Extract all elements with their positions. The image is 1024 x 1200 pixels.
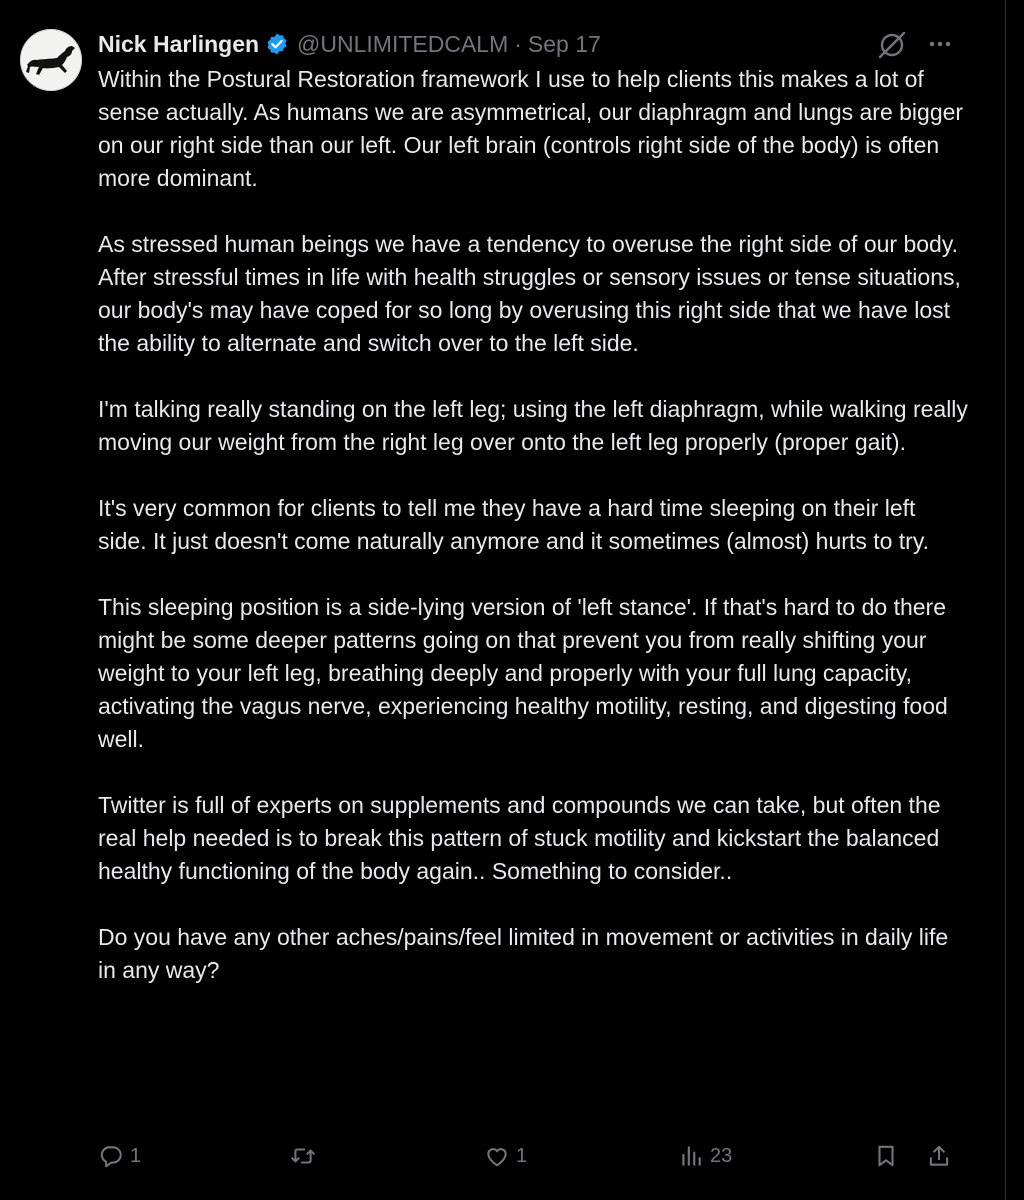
author-handle[interactable]: @UNLIMITEDCALM bbox=[297, 30, 509, 57]
views-count: 23 bbox=[710, 1144, 733, 1167]
tweet-actions bbox=[98, 1140, 958, 1172]
tweet-date[interactable]: Sep 17 bbox=[527, 30, 601, 57]
more-options-icon[interactable] bbox=[926, 32, 954, 56]
avatar[interactable] bbox=[20, 29, 82, 91]
retweet-icon bbox=[290, 1143, 316, 1169]
bookmark-icon bbox=[873, 1143, 899, 1169]
tweet-paragraph: Within the Postural Restoration framework I use to help clients this makes a lot of sense actually. As humans we are asymmetrical, our diaphragm and lungs are bigger on our right side than our left. Our left brain (controls right side of the body) is often more dominant. bbox=[98, 66, 964, 191]
horse-icon bbox=[20, 29, 82, 91]
tweet-paragraph: I'm talking really standing on the left leg; using the left diaphragm, while walking really moving our weight from the right leg over onto the left leg properly (proper gait). bbox=[98, 396, 968, 455]
like-count: 1 bbox=[516, 1144, 528, 1167]
tweet-header bbox=[98, 28, 601, 60]
tweet-text bbox=[98, 63, 968, 987]
verified-badge-icon[interactable] bbox=[265, 32, 289, 56]
share-button[interactable] bbox=[926, 1140, 952, 1172]
tweet-paragraph: As stressed human beings we have a tendency to overuse the right side of our body. After stressful times in life with health struggles or sensory issues or tense situations, our body's may have coped for so long by overusing this right side that we have lost the ability to alternate and switch over to the left side. bbox=[98, 231, 961, 356]
author-name[interactable]: Nick Harlingen bbox=[98, 30, 260, 57]
bookmark-button[interactable] bbox=[873, 1140, 899, 1172]
views-button[interactable] bbox=[678, 1140, 732, 1172]
heart-icon bbox=[484, 1143, 510, 1169]
like-button[interactable] bbox=[484, 1140, 527, 1172]
retweet-button[interactable] bbox=[290, 1140, 322, 1172]
reply-button[interactable] bbox=[98, 1140, 141, 1172]
reply-count: 1 bbox=[130, 1144, 142, 1167]
header-separator: · bbox=[514, 30, 522, 57]
grok-icon[interactable] bbox=[876, 31, 908, 59]
share-icon bbox=[926, 1143, 952, 1169]
views-icon bbox=[678, 1143, 704, 1169]
reply-icon bbox=[98, 1143, 124, 1169]
tweet-paragraph: It's very common for clients to tell me they have a hard time sleeping on their left side. It just doesn't come naturally anymore and it sometimes (almost) hurts to try. bbox=[98, 495, 930, 554]
tweet-paragraph: Twitter is full of experts on supplements and compounds we can take, but often the real help needed is to break this pattern of stuck motility and kickstart the balanced healthy functioning of the body again.. Something to consider.. bbox=[98, 792, 941, 884]
tweet-paragraph: This sleeping position is a side-lying version of 'left stance'. If that's hard to do there might be some deeper patterns going on that prevent you from really shifting your weight to your left leg, breathing deeply and properly with your full lung capacity, activating the vagus nerve, experiencing healthy motility, resting, and digesting food well. bbox=[98, 594, 948, 752]
tweet-paragraph: Do you have any other aches/pains/feel limited in movement or activities in daily life in any way? bbox=[98, 924, 949, 983]
